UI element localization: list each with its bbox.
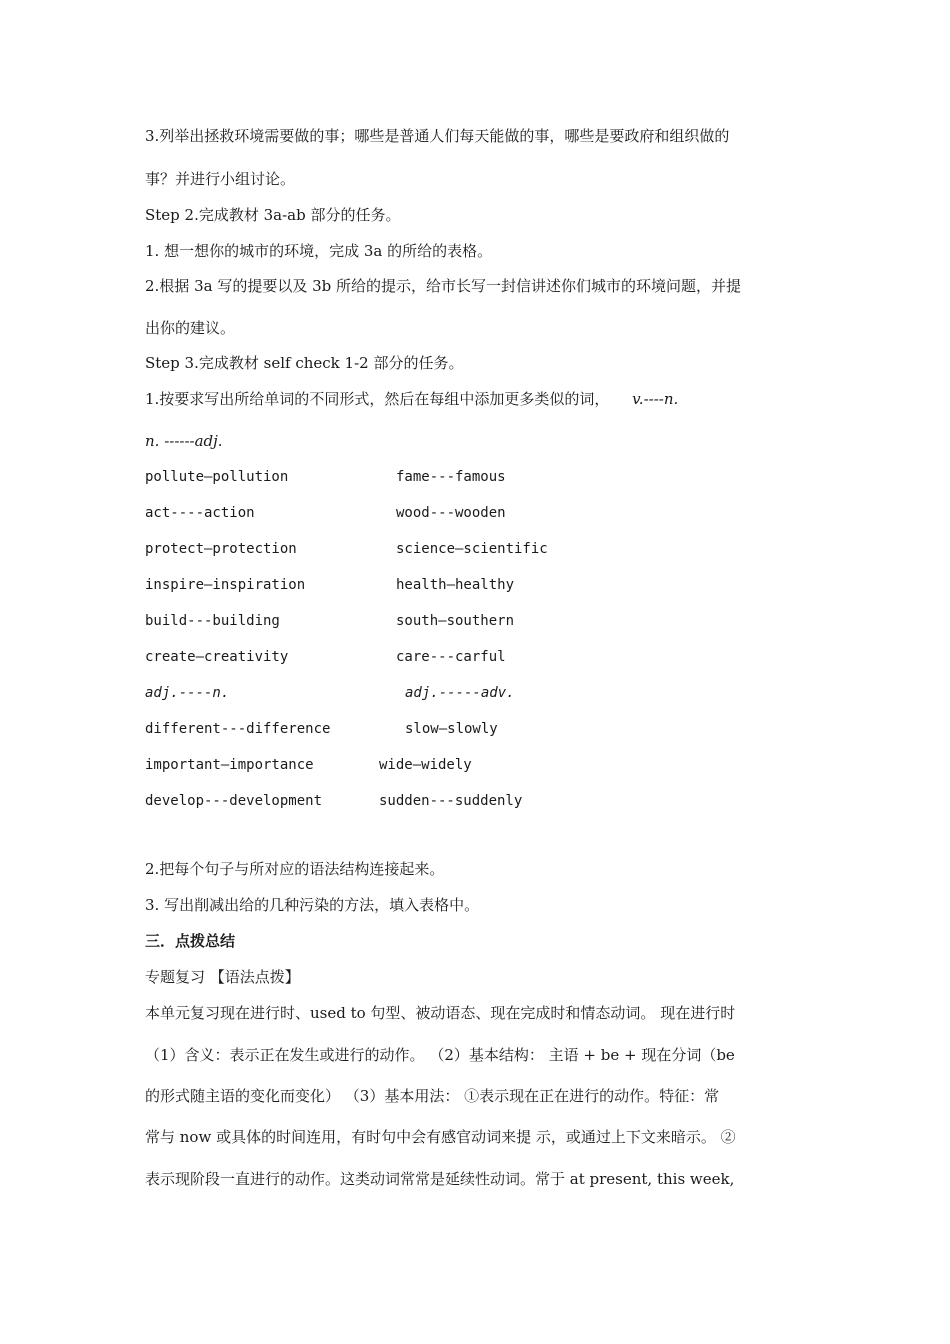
- word-pair-right: sudden---suddenly: [379, 793, 523, 809]
- grammar-paragraph-line: 本单元复习现在进行时、used to 句型、被动语态、现在完成时和情态动词。 现在进行时: [145, 1004, 736, 1022]
- word-category-left: adj.----n.: [145, 685, 230, 701]
- step2-item-2: 2.根据 3a 写的提要以及 3b 所给的提示，给市长写一封信讲述你们城市的环境问题，并提: [145, 277, 742, 295]
- section-heading: 三．点拨总结: [145, 932, 236, 950]
- word-pair-left: develop---development: [145, 793, 323, 809]
- word-pair-right: slow—slowly: [405, 721, 498, 737]
- grammar-paragraph-line: 常与 now 或具体的时间连用，有时句中会有感官动词来提 示，或通过上下文来暗示。 ②: [145, 1128, 736, 1146]
- word-pair-right: wood---wooden: [396, 505, 506, 521]
- word-pair-row: [145, 791, 523, 811]
- word-pair-row: [145, 611, 515, 631]
- word-pair-row: [145, 575, 515, 595]
- word-pair-right: south—southern: [396, 613, 515, 629]
- grammar-paragraph-line: 表示现阶段一直进行的动作。这类动词常常是延续性动词。常于 at present, this week,: [145, 1170, 735, 1188]
- step2-item-1: 1. 想一想你的城市的环境，完成 3a 的所给的表格。: [145, 242, 493, 260]
- word-pair-right: health—healthy: [396, 577, 515, 593]
- word-pair-left: protect—protection: [145, 541, 297, 557]
- step2-heading: Step 2.完成教材 3a-ab 部分的任务。: [145, 206, 401, 224]
- grammar-paragraph-line: 的形式随主语的变化而变化） （3）基本用法： ①表示现在正在进行的动作。特征：常: [145, 1087, 720, 1105]
- step2-item-2-cont: 出你的建议。: [145, 319, 236, 337]
- word-pair-right: science—scientific: [396, 541, 548, 557]
- word-pair-row: [145, 755, 472, 775]
- word-category-row: [145, 683, 515, 703]
- word-pair-left: pollute—pollution: [145, 469, 289, 485]
- step3-item-2: 2.把每个句子与所对应的语法结构连接起来。: [145, 860, 445, 878]
- word-pair-left: inspire—inspiration: [145, 577, 306, 593]
- paragraph-list-actions: 3.列举出拯救环境需要做的事；哪些是普通人们每天能做的事，哪些是要政府和组织做的: [145, 127, 730, 145]
- step3-heading: Step 3.完成教材 self check 1-2 部分的任务。: [145, 354, 464, 372]
- word-pair-row: [145, 647, 506, 667]
- step3-item-1-pattern: v.----n.: [632, 390, 679, 408]
- step3-item-1-text: 1.按要求写出所给单词的不同形式，然后在每组中添加更多类似的词，: [145, 390, 610, 408]
- word-pair-left: different---difference: [145, 721, 331, 737]
- word-category-right: adj.-----adv.: [405, 685, 515, 701]
- word-pair-left: build---building: [145, 613, 280, 629]
- topic-heading: 专题复习 【语法点拨】: [145, 968, 300, 986]
- word-pair-row: [145, 719, 498, 739]
- word-pair-row: [145, 539, 548, 559]
- paragraph-discuss: 事？并进行小组讨论。: [145, 170, 296, 188]
- step3-item-1: [145, 389, 678, 409]
- word-pair-row: [145, 467, 506, 487]
- word-pair-left: act----action: [145, 505, 255, 521]
- step3-item-3: 3. 写出削减出给的几种污染的方法，填入表格中。: [145, 896, 480, 914]
- word-pair-row: [145, 503, 506, 523]
- word-pair-left: important—importance: [145, 757, 314, 773]
- step3-item-1-pattern-cont: n. ------adj.: [145, 432, 223, 450]
- word-pair-right: fame---famous: [396, 469, 506, 485]
- word-pair-right: care---carful: [396, 649, 506, 665]
- word-pair-left: create—creativity: [145, 649, 289, 665]
- word-pair-right: wide—widely: [379, 757, 472, 773]
- grammar-paragraph-line: （1）含义：表示正在发生或进行的动作。 （2）基本结构： 主语 + be + 现在分词（be: [145, 1046, 735, 1064]
